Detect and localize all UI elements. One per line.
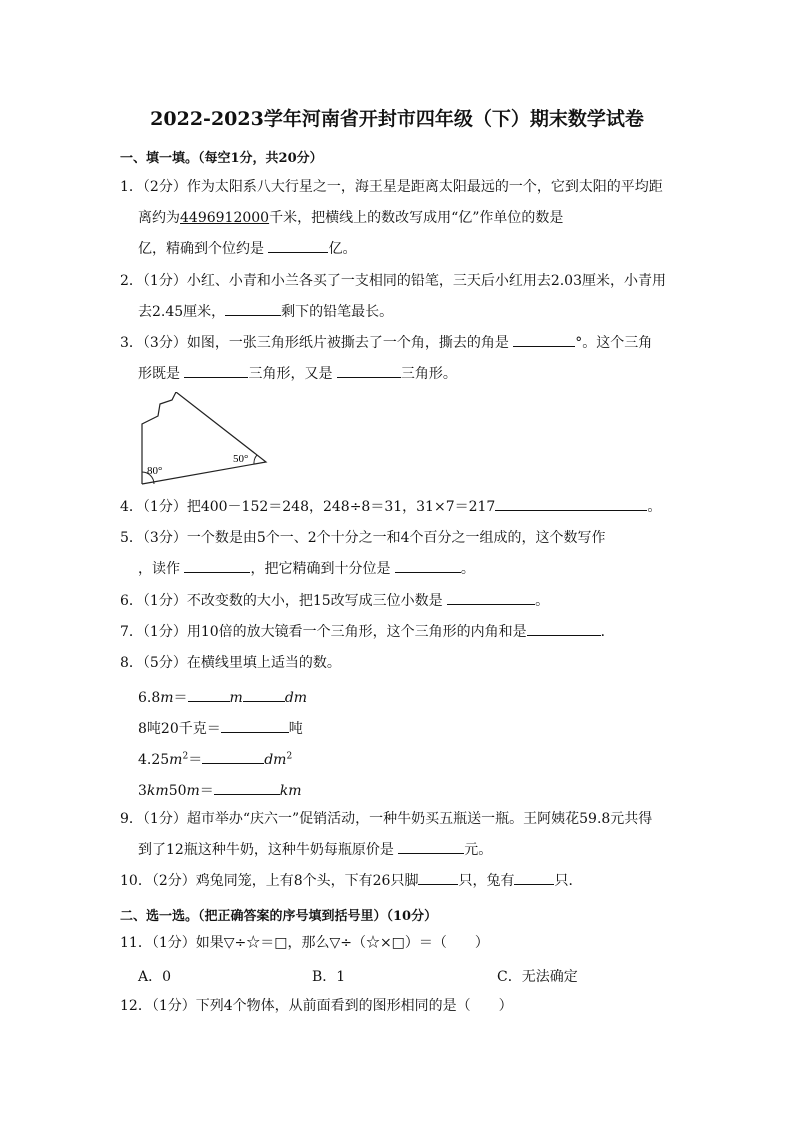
- q8-text: 4.25: [138, 752, 170, 768]
- question-1: [120, 172, 680, 265]
- answer-blank[interactable]: [527, 621, 601, 636]
- question-2-line-1: 2．（1分）小红、小青和小兰各买了一支相同的铅笔，三天后小红用去2.03厘米，小青用: [120, 273, 666, 289]
- question-3: [120, 328, 680, 390]
- question-7: [120, 617, 680, 648]
- question-3-text: 三角形。: [400, 366, 457, 382]
- answer-blank[interactable]: [398, 839, 464, 854]
- question-5-text: 。: [460, 561, 475, 577]
- question-5-text: ，读作: [138, 561, 180, 577]
- question-1-text: 亿，精确到个位约是: [138, 241, 264, 257]
- question-9-text: 元。: [464, 842, 493, 858]
- q8-unit: km: [146, 783, 169, 799]
- answer-blank[interactable]: [514, 870, 554, 885]
- question-2-line-2: [120, 297, 680, 328]
- angle-label-left: 80°: [147, 465, 163, 477]
- q8-unit: dm: [284, 690, 308, 706]
- question-3-text: °。这个三角: [575, 335, 653, 351]
- question-1-text: 千米，把横线上的数改写成用“亿”作单位的数是: [269, 210, 564, 226]
- answer-blank[interactable]: [225, 301, 281, 316]
- answer-blank[interactable]: [184, 363, 248, 378]
- q8-text: 吨: [288, 721, 303, 737]
- answer-blank[interactable]: [184, 558, 250, 573]
- question-4-text: 4．（1分）把400－152＝248，248÷8＝31，31×7＝217: [120, 499, 496, 515]
- question-3-text: 形既是: [138, 366, 180, 382]
- q8-unit: m: [186, 783, 200, 799]
- question-3-text: 三角形，又是: [248, 366, 333, 382]
- answer-blank[interactable]: [188, 687, 230, 702]
- answer-blank[interactable]: [447, 590, 535, 605]
- question-10: [120, 866, 680, 897]
- question-10-text: 只．: [554, 873, 583, 889]
- q8-unit: km: [279, 783, 302, 799]
- question-8-item-4: [138, 780, 302, 800]
- question-9-text: 到了12瓶这种牛奶，这种牛奶每瓶原价是: [138, 842, 394, 858]
- question-2-text: 去2.45厘米，: [138, 304, 226, 320]
- q8-superscript: 2: [182, 751, 189, 762]
- question-8: [120, 648, 680, 679]
- q8-unit: dm: [264, 752, 287, 768]
- q8-text: 50: [168, 783, 187, 799]
- q8-text: ＝: [188, 752, 203, 768]
- answer-blank[interactable]: [214, 780, 280, 795]
- option-a[interactable]: A．0: [138, 969, 172, 985]
- answer-blank[interactable]: [395, 558, 461, 573]
- angle-arc-right: [254, 455, 257, 464]
- question-8-item-2: [138, 718, 303, 738]
- q8-unit: m: [229, 690, 243, 706]
- section-heading-fill: 一、填一填。（每空1分，共20分）: [120, 151, 323, 166]
- question-1-text: 离约为: [138, 210, 180, 226]
- question-7-text: 7．（1分）用10倍的放大镜看一个三角形，这个三角形的内角和是: [120, 624, 527, 640]
- underlined-number: 4496912000: [180, 210, 270, 226]
- question-1-line-2: [120, 203, 680, 234]
- answer-blank[interactable]: [495, 496, 647, 511]
- question-10-text: 10．（2分）鸡兔同笼，上有8个头，下有26只脚: [120, 873, 419, 889]
- question-6-line-1: [120, 586, 680, 617]
- option-b[interactable]: B．1: [312, 969, 346, 985]
- q8-text: ＝: [199, 783, 214, 799]
- question-8-item-3: [138, 749, 292, 769]
- question-9-line-2: [120, 835, 680, 866]
- question-3-text: 3．（3分）如图，一张三角形纸片被撕去了一个角，撕去的角是: [120, 335, 509, 351]
- question-7-text: ．: [600, 624, 615, 640]
- question-6-text: 6．（1分）不改变数的大小，把15改写成三位小数是: [120, 593, 443, 609]
- question-2-text: 剩下的铅笔最长。: [281, 304, 394, 320]
- question-1-text: 亿。: [328, 241, 357, 257]
- question-5: [120, 523, 680, 585]
- question-4-text: 。: [647, 499, 662, 515]
- answer-blank[interactable]: [513, 332, 575, 347]
- answer-blank[interactable]: [268, 238, 328, 253]
- q8-text: ＝: [173, 690, 188, 706]
- question-5-line-1: 5．（3分）一个数是由5个一、2个十分之一和4个百分之一组成的，这个数写作: [120, 530, 606, 546]
- question-12-line-1: 12．（1分）下列4个物体，从前面看到的图形相同的是（ ）: [120, 998, 513, 1014]
- question-1-line-3: [120, 234, 680, 265]
- question-8-item-1: [138, 687, 307, 707]
- question-9: [120, 804, 680, 866]
- question-8-line-1: 8．（5分）在横线里填上适当的数。: [120, 655, 341, 671]
- answer-blank[interactable]: [337, 363, 401, 378]
- question-3-line-2: [120, 359, 680, 390]
- question-3-line-1: [120, 328, 680, 359]
- torn-triangle-figure: [136, 392, 276, 490]
- question-11-line-1: 11．（1分）如果▽÷☆＝□，那么▽÷（☆×□）＝（ ）: [120, 935, 489, 951]
- question-6-text: 。: [535, 593, 550, 609]
- question-7-line-1: [120, 617, 680, 648]
- question-6: [120, 586, 680, 617]
- answer-blank[interactable]: [243, 687, 285, 702]
- question-12: [120, 991, 680, 1022]
- question-11: [120, 928, 680, 959]
- question-10-line-1: [120, 866, 680, 897]
- question-10-text: 只，兔有: [458, 873, 515, 889]
- answer-blank[interactable]: [418, 870, 458, 885]
- question-9-line-1: 9．（1分）超市举办“庆六一”促销活动，一种牛奶买五瓶送一瓶。王阿姨花59.8元共得: [120, 811, 653, 827]
- question-4: [120, 492, 680, 523]
- section-heading-choose: 二、选一选。（把正确答案的序号填到括号里）（10分）: [120, 909, 438, 924]
- q8-unit: m: [160, 690, 174, 706]
- question-5-text: ，把它精确到十分位是: [250, 561, 391, 577]
- answer-blank[interactable]: [221, 718, 289, 733]
- q8-text: 8吨20千克＝: [138, 721, 221, 737]
- q8-text: 3: [138, 783, 147, 799]
- page-title: 2022-2023学年河南省开封市四年级（下）期末数学试卷: [150, 108, 644, 130]
- option-c[interactable]: C．无法确定: [497, 969, 578, 985]
- question-5-line-2: [120, 554, 680, 585]
- angle-label-right: 50°: [233, 453, 249, 465]
- q8-text: 6.8: [138, 690, 161, 706]
- q8-superscript: 2: [286, 751, 293, 762]
- q8-unit: m: [169, 752, 183, 768]
- answer-blank[interactable]: [202, 749, 264, 764]
- question-4-line-1: [120, 492, 680, 523]
- question-1-line-1: 1．（2分）作为太阳系八大行星之一，海王星是距离太阳最远的一个，它到太阳的平均距: [120, 179, 663, 195]
- question-2: [120, 266, 680, 328]
